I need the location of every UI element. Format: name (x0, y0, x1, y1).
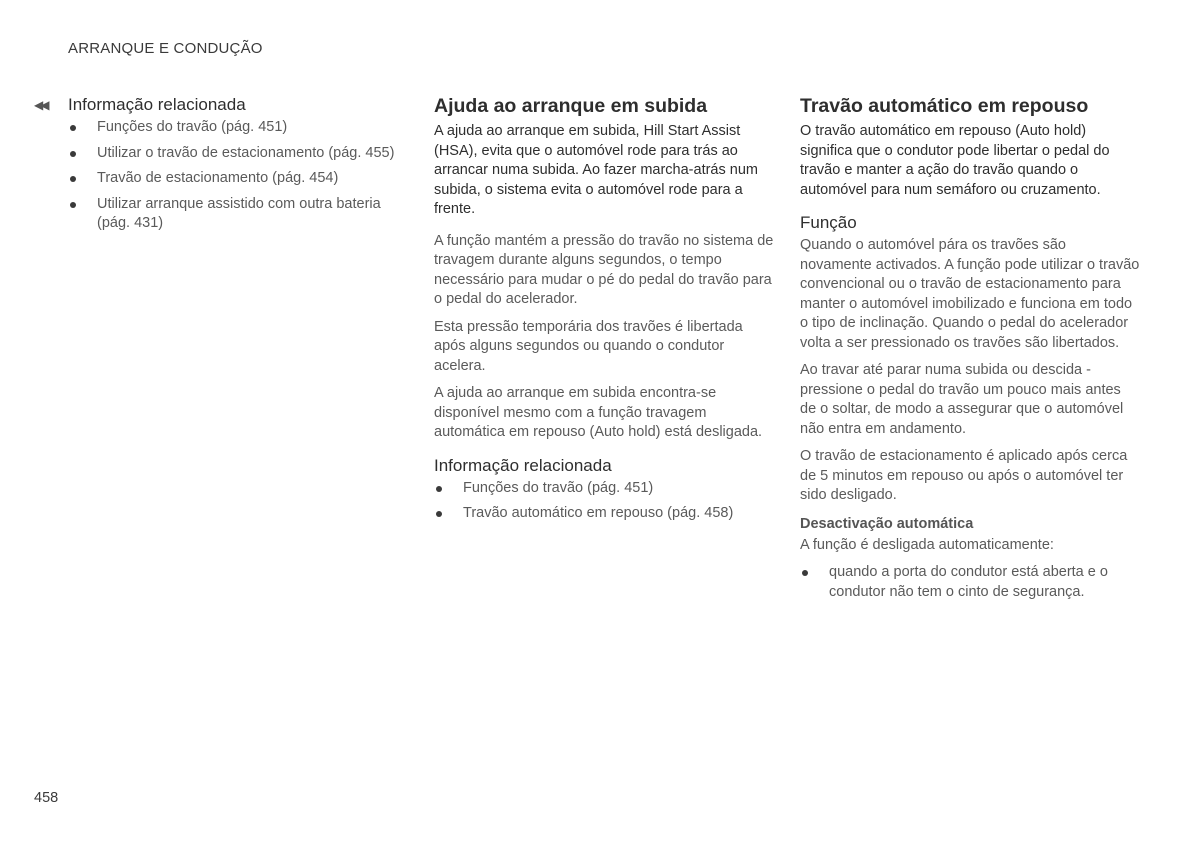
bullet-icon (70, 151, 76, 157)
list-item[interactable] (434, 504, 774, 524)
related-info-heading: Informação relacionada (68, 95, 246, 114)
hill-start-lead: A ajuda ao arranque em subida, Hill Start Assist (HSA), evita que o automóvel rode para trás ao arrancar numa subida. Ao fazer marcha-atrás num subida, o sistema evita o automóvel rode para a frente. (434, 123, 758, 217)
auto-hold-lead: O travão automático em repouso (Auto hold) significa que o condutor pode libertar o pedal do travão e manter a ação do travão quando o automóvel para num semáforo ou cruzamento. (800, 123, 1110, 198)
function-paragraph: O travão de estacionamento é aplicado após cerca de 5 minutos em repouso ou após o automóvel ter sido desligado. (800, 448, 1128, 503)
function-paragraph: Quando o automóvel pára os travões são novamente activados. A função pode utilizar o travão convencional ou o travão de estacionamento para manter o automóvel imobilizado e funciona em todo o tipo de inclinação. Quando o pedal do acelerador volta a ser pressionado os travões são libertados. (800, 237, 1140, 351)
related-info-list (68, 118, 408, 234)
auto-hold-heading: Travão automático em repouso (800, 95, 1089, 117)
related-link[interactable]: Utilizar arranque assistido com outra bateria (pág. 431) (97, 195, 381, 231)
bullet-icon (70, 202, 76, 208)
related-link[interactable]: Travão de estacionamento (pág. 454) (97, 170, 339, 186)
bullet-icon (70, 125, 76, 131)
bullet-icon (70, 176, 76, 182)
function-paragraph: Ao travar até parar numa subida ou descida - pressione o pedal do travão um pouco mais antes de o soltar, de modo a assegurar que o automóvel não entra em andamento. (800, 362, 1124, 437)
hill-start-column (434, 94, 774, 534)
list-item (800, 563, 1140, 602)
related-info-list (434, 479, 774, 524)
hill-start-paragraph: Esta pressão temporária dos travões é libertada após alguns segundos ou quando o condutor acelera. (434, 318, 743, 374)
function-heading: Função (800, 213, 857, 232)
hill-start-heading: Ajuda ao arranque em subida (434, 95, 708, 117)
deactivation-text: A função é desligada automaticamente: (800, 536, 1054, 553)
related-info-heading: Informação relacionada (434, 455, 612, 475)
section-title: ARRANQUE E CONDUÇÃO (68, 40, 263, 57)
related-link[interactable]: Utilizar o travão de estacionamento (pág. 455) (97, 144, 395, 161)
hill-start-paragraph: A função mantém a pressão do travão no sistema de travagem durante alguns segundos, o tempo necessário para mudar o pé do pedal do travão para o pedal do acelerador. (434, 232, 774, 307)
deactivation-list (800, 563, 1140, 602)
list-item[interactable] (68, 169, 408, 189)
deactivation-item: quando a porta do condutor está aberta e o condutor não tem o cinto de segurança. (829, 564, 1108, 600)
related-info-block (34, 94, 408, 116)
bullet-icon (436, 511, 442, 517)
bullet-icon (436, 486, 442, 492)
related-link[interactable]: Funções do travão (pág. 451) (97, 119, 288, 135)
auto-hold-column (800, 94, 1140, 612)
list-item[interactable] (68, 195, 408, 234)
hill-start-paragraph: A ajuda ao arranque em subida encontra-se disponível mesmo com a função travagem automática em repouso (Auto hold) está desligada. (434, 385, 763, 440)
related-link[interactable]: Travão automático em repouso (pág. 458) (463, 505, 734, 521)
list-item[interactable] (68, 144, 408, 164)
bullet-icon (802, 570, 808, 576)
list-item[interactable] (68, 118, 408, 138)
back-arrows-icon[interactable]: ◀◀ (34, 98, 47, 112)
related-info-column (34, 94, 408, 244)
page-number: 458 (34, 790, 59, 806)
related-link[interactable]: Funções do travão (pág. 451) (463, 479, 654, 496)
list-item[interactable] (434, 479, 774, 499)
deactivation-heading: Desactivação automática (800, 515, 974, 532)
